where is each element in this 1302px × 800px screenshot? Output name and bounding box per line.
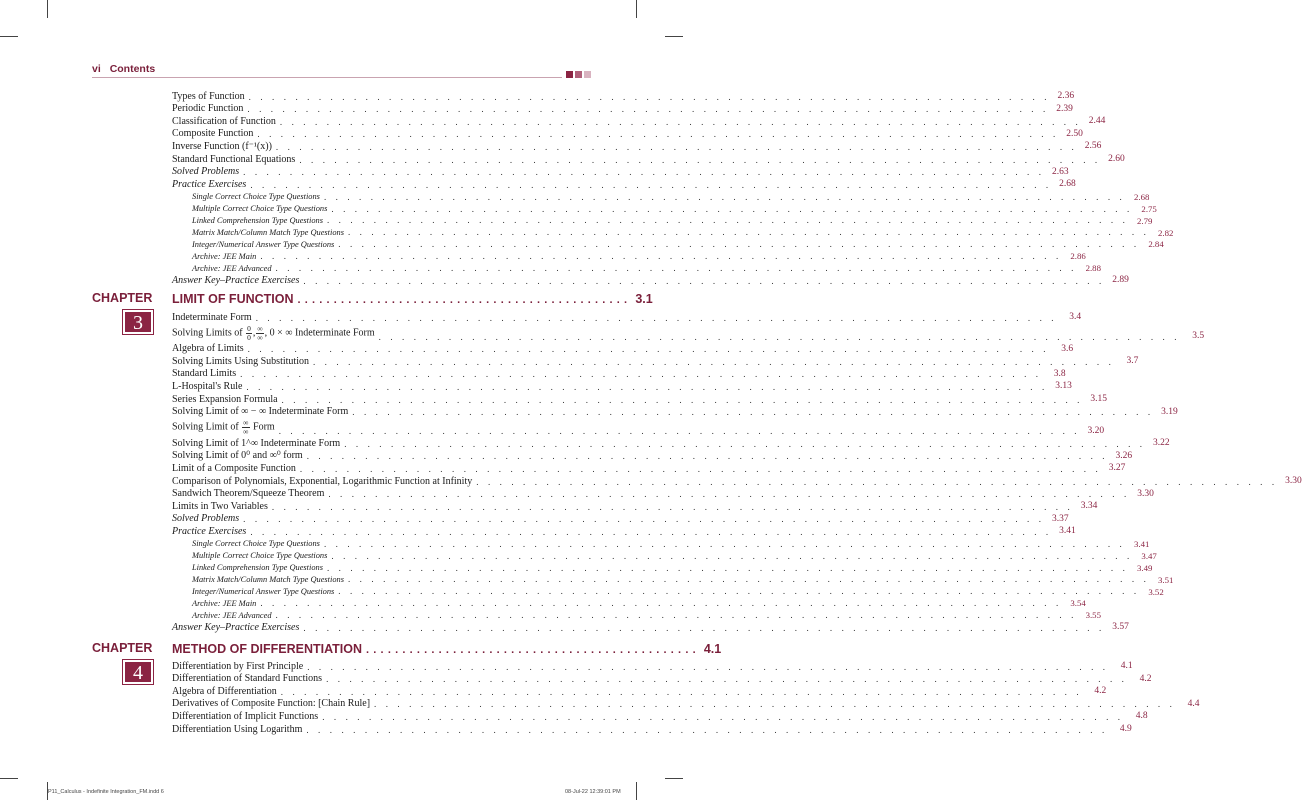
toc-entry[interactable] [172, 709, 1148, 722]
toc-entry-page: 2.86 [1070, 251, 1086, 262]
leader-dots: . . . . . . . . . . . . . . . . . . . . . . . . . . . . . . . . . . . . . . . . . . . . . . . . . . . . . . . . . . . . . . . . . . . . . [243, 167, 1045, 178]
chapter-3-label: CHAPTER [92, 291, 153, 305]
toc-entry-label: Differentiation of Implicit Functions [172, 710, 319, 722]
leader-dots: . . . . . . . . . . . . . . . . . . . . . . . . . . . . . . . . . . . . . . . . . . . . . . . . . . . . . . . . . . . . . . . . . . . . . [250, 179, 1052, 190]
toc-entry-page: 3.27 [1108, 463, 1126, 474]
toc-entry[interactable] [172, 417, 1105, 437]
toc-entry-label: Classification of Function [172, 115, 276, 127]
toc-entry-page: 2.89 [1112, 275, 1129, 286]
toc-entry-label: Differentiation by First Principle [172, 660, 304, 672]
toc-entry-label: Practice Exercises [172, 525, 247, 537]
toc-entry[interactable] [172, 659, 1133, 672]
toc-entry-page: 4.2 [1094, 686, 1107, 697]
toc-entry[interactable] [172, 127, 1083, 140]
toc-entry-label: Single Correct Choice Type Questions [192, 192, 320, 202]
leader-dots: . . . . . . . . . . . . . . . . . . . . . . . . . . . . . . . . . . . . . . . . . . . . . . . . . . . . . . . . . . . . . . . . . . . . . [352, 407, 1154, 418]
footer-file-slug: P11_Calculus - Indefinite Integration_FM.indd 6 [48, 789, 164, 795]
toc-entry[interactable] [172, 449, 1133, 462]
toc-entry-page: 4.1 [1120, 661, 1133, 672]
leader-dots: . . . . . . . . . . . . . . . . . . . . . . . . . . . . . . . . . . . . . . . . . . . . . . . . . . . . . . . . . . . . . . . . . . . . . [255, 312, 1058, 323]
toc-entry-page: 2.36 [1057, 91, 1075, 102]
leader-dots: . . . . . . . . . . . . . . . . . . . . . . . . . . . . . . . . . . . . . . . . . . . . . . . . . . . . . . . . . . . . . . . . . . . . . [257, 129, 1059, 140]
toc-entry-page: 2.84 [1148, 239, 1164, 250]
toc-subentry[interactable] [172, 537, 1150, 549]
toc-entry-label: Periodic Function [172, 103, 244, 115]
toc-entry[interactable] [172, 114, 1106, 127]
fraction-numerator: ∞ [243, 418, 249, 428]
leader-dots: . . . . . . . . . . . . . . . . . . . . . . . . . . . . . . . . . . . . . . . . . . . . . . . . . . . . . . . . . . . . . . . . . . . . . [243, 514, 1045, 525]
toc-entry[interactable] [172, 405, 1178, 418]
toc-entry-label: Indeterminate Form [172, 311, 252, 323]
toc-entry[interactable] [172, 672, 1152, 685]
toc-entry-text: , 0 × ∞ Indeterminate Form [264, 327, 375, 339]
toc-entry-page: 3.57 [1112, 622, 1129, 633]
leader-dots: . . . . . . . . . . . . . . . . . . . . . . . . . . . . . . . . . . . . . . . . . . . . . . . . . . . . . . . . . . . . . . . . . . . . . [331, 203, 1133, 214]
toc-entry-page: 3.13 [1055, 381, 1072, 392]
toc-entry-page: 4.4 [1187, 698, 1200, 709]
chapter-4-number-badge: 4 [123, 660, 153, 684]
leader-dots: . . . . . . . . . . . . . . . . . . . . . . . . . . . . . . . . . . . . . . . . . . . . . . . . . . . . . . . . . . . . . . . . . . . . . [306, 451, 1109, 462]
toc-entry[interactable] [172, 392, 1107, 405]
header-title: Contents [109, 63, 156, 75]
footer-timestamp: 08-Jul-22 12:39:01 PM [565, 789, 621, 795]
toc-entry-page: 3.20 [1087, 425, 1105, 436]
toc-entry-label: L-Hospital's Rule [172, 380, 243, 392]
crop-mark [47, 0, 48, 18]
toc-entry[interactable] [172, 499, 1098, 512]
leader-dots: . . . . . . . . . . . . . . . . . . . . . . . . . . . . . . . . . . . . . . . . . . . . . . . . . . . . . . . . . . . . . . . . . . . . . [328, 489, 1130, 500]
toc-entry-page: 2.79 [1137, 215, 1153, 226]
leader-dots: . . . . . . . . . . . . . . . . . . . . . . . . . . . . . . . . . . . . . . . . . . . . . . . . . . . . . . . . . . . . . . . . . . . . . [331, 550, 1133, 561]
crop-mark [636, 0, 637, 18]
toc-entry-page: 2.82 [1158, 227, 1174, 238]
crop-mark [665, 36, 683, 37]
toc-entry-page: 3.8 [1053, 368, 1066, 379]
toc-entry-page: 2.44 [1088, 116, 1106, 127]
toc-entry-page: 3.30 [1285, 476, 1302, 487]
toc-entry[interactable] [172, 323, 1205, 342]
toc-section-previous [172, 89, 1174, 286]
leader-dots: . . . . . . . . . . . . . . . . . . . . . . . . . . . . . . . . . . . . . . . . . . . . . . . . . . . . . . . . . . . . . . . . . . . . . [322, 711, 1124, 722]
leader-dots: . . . . . . . . . . . . . . . . . . . . . . . . . . . . . . . . . . . . . . . . . . . . . . . . . . . . . . . . . . . . . . . . . . . . . [247, 104, 1049, 115]
leader-dots: . . . . . . . . . . . . . . . . . . . . . . . . . . . . . . . . . . . . . . . . . . . . . . . . . . . . . . . . . . . . . . . . . . . . . [248, 91, 1051, 102]
crop-mark [636, 782, 637, 800]
toc-entry[interactable] [172, 152, 1125, 165]
toc-entry-label: Practice Exercises [172, 178, 247, 190]
fraction [242, 419, 249, 436]
leader-dots: . . . . . . . . . . . . . . . . . . . . . . . . . . . . . . . . . . . . . . . . . . . . . . . . . . . . . . . . . . . . . . . . . . . . . [240, 369, 1042, 380]
toc-entry-label: Multiple Correct Choice Type Questions [192, 551, 328, 561]
toc-subentry[interactable] [172, 225, 1174, 238]
toc-entry-page: 3.41 [1059, 526, 1076, 537]
leader-dots: . . . . . . . . . . . . . . . . . . . . . . . . . . . . . . . . . . . . . . . . . . . . . . . . . . . . . . . . . . . . . . . . . . . . . [323, 538, 1126, 549]
fraction [246, 325, 252, 342]
toc-entry-page: 3.26 [1115, 450, 1133, 461]
decor-square [584, 71, 591, 78]
toc-entry-text: Solving Limits of [172, 327, 246, 339]
chapter-3-number-badge: 3 [123, 310, 153, 334]
toc-entry-label: Differentiation of Standard Functions [172, 673, 323, 685]
toc-entry[interactable] [172, 342, 1074, 355]
toc-subentry[interactable] [172, 202, 1157, 214]
decor-square [575, 71, 582, 78]
leader-dots: . . . . . . . . . . . . . . . . . . . . . . . . . . . . . . . . . . . . . . . . . . . . . . . . . . . . . . . . . . . . . . . . . . . . . [271, 501, 1074, 512]
toc-subentry[interactable] [172, 573, 1174, 585]
toc-entry-label: Integer/Numerical Answer Type Questions [192, 239, 335, 249]
leader-dots: . . . . . . . . . . . . . . . . . . . . . . . . . . . . . . . . . . . . . . . . . . . . . . . . . . . . . . . . . . . . . . . . . . . . . [281, 394, 1083, 405]
toc-entry-label: Standard Functional Equations [172, 153, 296, 165]
toc-entry[interactable] [172, 367, 1066, 380]
toc-entry-label: Comparison of Polynomials, Exponential, Logarithmic Function at Infinity [172, 475, 473, 487]
toc-entry-page: 2.88 [1085, 263, 1101, 274]
toc-entry-page: 3.30 [1137, 488, 1154, 499]
leader-dots: . . . . . . . . . . . . . . . . . . . . . . . . . . . . . . . . . . . . . . . . . . . . . . . . . . . . . . . . . . . . . . . . . . . . . [278, 426, 1081, 437]
header-rule [92, 77, 562, 78]
toc-entry-page: 3.6 [1061, 343, 1074, 354]
toc-entry-label: Limits in Two Variables [172, 500, 268, 512]
toc-entry-label: Linked Comprehension Type Questions [192, 563, 323, 573]
running-header [92, 63, 155, 75]
header-page-number: vi [92, 63, 101, 75]
toc-entry-label: Differentiation Using Logarithm [172, 723, 303, 735]
toc-entry-label: Matrix Match/Column Match Type Questions [192, 227, 344, 237]
chapter-4-page: 4.1 [703, 642, 722, 656]
leader-dots: . . . . . . . . . . . . . . . . . . . . . . . . . . . . . . . . . . . . . . . . . . . . . . . . . . . . . . . . . . . . . . . . . . . . . [306, 724, 1108, 735]
toc-entry-label: Integer/Numerical Answer Type Questions [192, 586, 335, 596]
toc-entry-label: Series Expansion Formula [172, 393, 278, 405]
crop-mark [0, 36, 18, 37]
toc-subentry[interactable] [172, 549, 1157, 561]
leader-dots: . . . . . . . . . . . . . . . . . . . . . . . . . . . . . . . . . . . . . . . . . . . . . . . . . . . . . . . . . . . . . . . . . . . . . [275, 262, 1077, 273]
fraction-numerator: 0 [247, 323, 251, 333]
toc-entry-label: Single Correct Choice Type Questions [192, 539, 320, 549]
toc-entry-label: Solved Problems [172, 513, 240, 525]
toc-entry-label: Solving Limit of ∞ − ∞ Indeterminate Form [172, 406, 349, 418]
toc-entry-page: 2.39 [1056, 103, 1073, 114]
leader-dots: . . . . . . . . . . . . . . . . . . . . . . . . . . . . . . . . . . . . . . . . . . . . . . . . . . . . . . . . . . . . . . . . . . . . . [374, 699, 1176, 710]
leader-dots: . . . . . . . . . . . . . . . . . . . . . . . . . . . . . . . . . . . . . . . . . . . . . . . . . . . . . . . . . . . . . . . . . . . . . [303, 622, 1105, 633]
toc-entry-page: 3.4 [1069, 312, 1082, 323]
toc-entry-label: Sandwich Theorem/Squeeze Theorem [172, 488, 325, 500]
leader-dots: . . . . . . . . . . . . . . . . . . . . . . . . . . . . . . . . . . . . . . . . . . . . . . . . . . . . . . . . . . . . . . . . . . . . . [279, 116, 1082, 127]
leader-dots: . . . . . . . . . . . . . . . . . . . . . . . . . . . . . . . . . . . . . . . . . . . . . . . . . . . . . . . . . . . . . . . . . . . . . [326, 215, 1129, 226]
leader-dots: . . . . . . . . . . . . . . . . . . . . . . . . . . . . . . . . . . . . . . . . . . . . . . . . . . . . . . . . . . . . . . . . . . . . . [299, 463, 1102, 474]
toc-entry-label: Inverse Function (f⁻¹(x)) [172, 140, 272, 152]
toc-entry[interactable] [172, 310, 1082, 323]
toc-entry-label: Multiple Correct Choice Type Questions [192, 204, 328, 214]
toc-entry-label: Solving Limits of $\frac{0}{0}$ , $\frac{\infty}{\infty}$ , 0 × ∞ Indeterminate Form [172, 323, 375, 342]
toc-entry-label: Linked Comprehension Type Questions [192, 216, 323, 226]
toc-entry-label: Solving Limit of 0⁰ and ∞⁰ form [172, 450, 303, 462]
toc-entry-page: 3.5 [1192, 331, 1205, 342]
toc-entry-page: 3.37 [1051, 513, 1069, 524]
toc-entry-label: Solving Limit of 1^∞ Indeterminate Form [172, 437, 341, 449]
toc-entry-page: 3.52 [1148, 586, 1164, 597]
fraction-denominator: ∞ [243, 427, 249, 437]
toc-entry-page: 2.68 [1133, 191, 1150, 202]
toc-entry-page: 2.50 [1066, 128, 1083, 139]
toc-entry-page: 3.54 [1070, 598, 1086, 609]
toc-entry-page: 3.51 [1158, 574, 1174, 585]
toc-subentry[interactable] [172, 608, 1101, 621]
leader-dots: .............................................. [297, 294, 632, 306]
toc-entry-text: Form [250, 422, 275, 434]
toc-entry[interactable] [172, 474, 1302, 487]
toc-subentry[interactable] [172, 584, 1164, 597]
leader-dots: . . . . . . . . . . . . . . . . . . . . . . . . . . . . . . . . . . . . . . . . . . . . . . . . . . . . . . . . . . . . . . . . . . . . . [250, 526, 1052, 537]
leader-dots: . . . . . . . . . . . . . . . . . . . . . . . . . . . . . . . . . . . . . . . . . . . . . . . . . . . . . . . . . . . . . . . . . . . . . [275, 610, 1077, 621]
toc-entry[interactable] [172, 139, 1102, 152]
toc-entry-page: 2.68 [1059, 179, 1076, 190]
leader-dots: . . . . . . . . . . . . . . . . . . . . . . . . . . . . . . . . . . . . . . . . . . . . . . . . . . . . . . . . . . . . . . . . . . . . . [326, 562, 1129, 573]
toc-entry-label: Standard Limits [172, 368, 237, 380]
leader-dots: . . . . . . . . . . . . . . . . . . . . . . . . . . . . . . . . . . . . . . . . . . . . . . . . . . . . . . . . . . . . . . . . . . . . . [260, 598, 1062, 609]
leader-dots: . . . . . . . . . . . . . . . . . . . . . . . . . . . . . . . . . . . . . . . . . . . . . . . . . . . . . . . . . . . . . . . . . . . . . [280, 686, 1083, 697]
toc-entry-label: Solved Problems [172, 166, 240, 178]
decor-square [566, 71, 573, 78]
leader-dots: . . . . . . . . . . . . . . . . . . . . . . . . . . . . . . . . . . . . . . . . . . . . . . . . . . . . . . . . . . . . . . . . . . . . . [378, 331, 1181, 342]
leader-dots: . . . . . . . . . . . . . . . . . . . . . . . . . . . . . . . . . . . . . . . . . . . . . . . . . . . . . . . . . . . . . . . . . . . . . [326, 674, 1128, 685]
toc-entry-page: 2.63 [1051, 166, 1069, 177]
toc-entry[interactable] [172, 512, 1069, 525]
toc-entry[interactable] [172, 177, 1076, 190]
toc-entry-page: 3.7 [1126, 356, 1139, 367]
toc-entry[interactable] [172, 102, 1073, 115]
toc-entry-page: 3.55 [1085, 610, 1101, 621]
header-squares [566, 71, 591, 78]
fraction-numerator: ∞ [257, 323, 263, 333]
toc-entry[interactable] [172, 165, 1069, 178]
leader-dots: . . . . . . . . . . . . . . . . . . . . . . . . . . . . . . . . . . . . . . . . . . . . . . . . . . . . . . . . . . . . . . . . . . . . . [312, 356, 1115, 367]
toc-entry-label: Limit of a Composite Function [172, 462, 296, 474]
toc-subentry[interactable] [172, 596, 1086, 609]
leader-dots: . . . . . . . . . . . . . . . . . . . . . . . . . . . . . . . . . . . . . . . . . . . . . . . . . . . . . . . . . . . . . . . . . . . . . [260, 251, 1062, 262]
toc-entry-label: Archive: JEE Advanced [192, 610, 272, 620]
crop-mark [0, 778, 18, 779]
toc-entry-label: Archive: JEE Main [192, 251, 257, 261]
toc-entry-label: Matrix Match/Column Match Type Questions [192, 575, 344, 585]
toc-entry[interactable] [172, 722, 1132, 735]
leader-dots: . . . . . . . . . . . . . . . . . . . . . . . . . . . . . . . . . . . . . . . . . . . . . . . . . . . . . . . . . . . . . . . . . . . . . [344, 438, 1146, 449]
leader-dots: . . . . . . . . . . . . . . . . . . . . . . . . . . . . . . . . . . . . . . . . . . . . . . . . . . . . . . . . . . . . . . . . . . . . . [303, 275, 1105, 286]
toc-entry-label: Algebra of Differentiation [172, 685, 277, 697]
toc-entry-page: 4.8 [1135, 711, 1148, 722]
toc-entry-page: 4.2 [1139, 673, 1152, 684]
leader-dots: . . . . . . . . . . . . . . . . . . . . . . . . . . . . . . . . . . . . . . . . . . . . . . . . . . . . . . . . . . . . . . . . . . . . . [247, 344, 1050, 355]
toc-entry[interactable] [172, 379, 1072, 392]
toc-entry-page: 3.49 [1137, 562, 1153, 573]
toc-entry-label: Answer Key–Practice Exercises [172, 274, 300, 286]
leader-dots: . . . . . . . . . . . . . . . . . . . . . . . . . . . . . . . . . . . . . . . . . . . . . . . . . . . . . . . . . . . . . . . . . . . . . [246, 381, 1048, 392]
toc-entry-text: Solving Limit of [172, 422, 242, 434]
toc-chapter-3 [172, 310, 1302, 633]
leader-dots: .............................................. [366, 644, 700, 656]
leader-dots: . . . . . . . . . . . . . . . . . . . . . . . . . . . . . . . . . . . . . . . . . . . . . . . . . . . . . . . . . . . . . . . . . . . . . [299, 154, 1101, 165]
toc-subentry[interactable] [172, 237, 1164, 250]
leader-dots: . . . . . . . . . . . . . . . . . . . . . . . . . . . . . . . . . . . . . . . . . . . . . . . . . . . . . . . . . . . . . . . . . . . . . [347, 574, 1150, 585]
leader-dots: . . . . . . . . . . . . . . . . . . . . . . . . . . . . . . . . . . . . . . . . . . . . . . . . . . . . . . . . . . . . . . . . . . . . . [476, 476, 1278, 487]
toc-entry-label: Answer Key–Practice Exercises [172, 621, 300, 633]
toc-subentry[interactable] [172, 249, 1086, 262]
fraction [256, 325, 263, 342]
toc-entry-label [172, 419, 275, 436]
toc-entry[interactable] [172, 89, 1075, 102]
leader-dots: . . . . . . . . . . . . . . . . . . . . . . . . . . . . . . . . . . . . . . . . . . . . . . . . . . . . . . . . . . . . . . . . . . . . . [323, 191, 1126, 202]
toc-subentry[interactable] [172, 214, 1153, 226]
toc-entry[interactable] [172, 354, 1139, 367]
leader-dots: . . . . . . . . . . . . . . . . . . . . . . . . . . . . . . . . . . . . . . . . . . . . . . . . . . . . . . . . . . . . . . . . . . . . . [307, 661, 1109, 672]
chapter-3-title: LIMIT OF FUNCTION [172, 292, 294, 306]
toc-entry-page: 2.60 [1108, 154, 1125, 165]
fraction-denominator: ∞ [257, 332, 263, 342]
toc-entry-label: Composite Function [172, 128, 254, 140]
toc-chapter-4 [172, 659, 1200, 735]
toc-entry-label: Derivatives of Composite Function: [Chain Rule] [172, 698, 371, 710]
toc-entry[interactable] [172, 436, 1170, 449]
toc-entry[interactable] [172, 461, 1126, 474]
chapter-4-label: CHAPTER [92, 641, 153, 655]
toc-entry[interactable] [172, 620, 1129, 633]
toc-subentry[interactable] [172, 561, 1153, 573]
toc-entry-label: Algebra of Limits [172, 343, 244, 355]
toc-entry[interactable] [172, 273, 1129, 286]
fraction-denominator: 0 [247, 332, 251, 342]
leader-dots: . . . . . . . . . . . . . . . . . . . . . . . . . . . . . . . . . . . . . . . . . . . . . . . . . . . . . . . . . . . . . . . . . . . . . [338, 239, 1140, 250]
toc-entry-page: 2.75 [1141, 203, 1157, 214]
toc-entry-page: 3.34 [1080, 501, 1098, 512]
toc-entry-label: Archive: JEE Main [192, 598, 257, 608]
toc-subentry[interactable] [172, 190, 1150, 202]
toc-subentry[interactable] [172, 261, 1101, 274]
leader-dots: . . . . . . . . . . . . . . . . . . . . . . . . . . . . . . . . . . . . . . . . . . . . . . . . . . . . . . . . . . . . . . . . . . . . . [338, 586, 1140, 597]
chapter-4-title-row[interactable] [172, 642, 722, 656]
leader-dots: . . . . . . . . . . . . . . . . . . . . . . . . . . . . . . . . . . . . . . . . . . . . . . . . . . . . . . . . . . . . . . . . . . . . . [275, 141, 1078, 152]
toc-entry-page: 2.56 [1084, 141, 1102, 152]
toc-entry[interactable] [172, 487, 1154, 500]
chapter-3-title-row[interactable] [172, 292, 653, 306]
toc-entry-page: 3.19 [1161, 406, 1178, 417]
toc-entry-label: Solving Limits Using Substitution [172, 355, 309, 367]
toc-entry-page: 3.41 [1133, 539, 1150, 549]
toc-entry-label: Types of Function [172, 90, 245, 102]
chapter-4-title: METHOD OF DIFFERENTIATION [172, 642, 363, 656]
toc-entry-label: Archive: JEE Advanced [192, 263, 272, 273]
toc-entry[interactable] [172, 697, 1200, 710]
toc-entry-page: 4.9 [1119, 724, 1132, 735]
crop-mark [665, 778, 683, 779]
toc-entry-page: 3.22 [1153, 438, 1170, 449]
toc-entry-page: 3.47 [1141, 550, 1157, 561]
leader-dots: . . . . . . . . . . . . . . . . . . . . . . . . . . . . . . . . . . . . . . . . . . . . . . . . . . . . . . . . . . . . . . . . . . . . . [347, 227, 1150, 238]
toc-entry-page: 3.15 [1090, 394, 1107, 405]
chapter-3-page: 3.1 [635, 292, 653, 306]
toc-entry[interactable] [172, 524, 1076, 537]
toc-entry[interactable] [172, 684, 1107, 697]
